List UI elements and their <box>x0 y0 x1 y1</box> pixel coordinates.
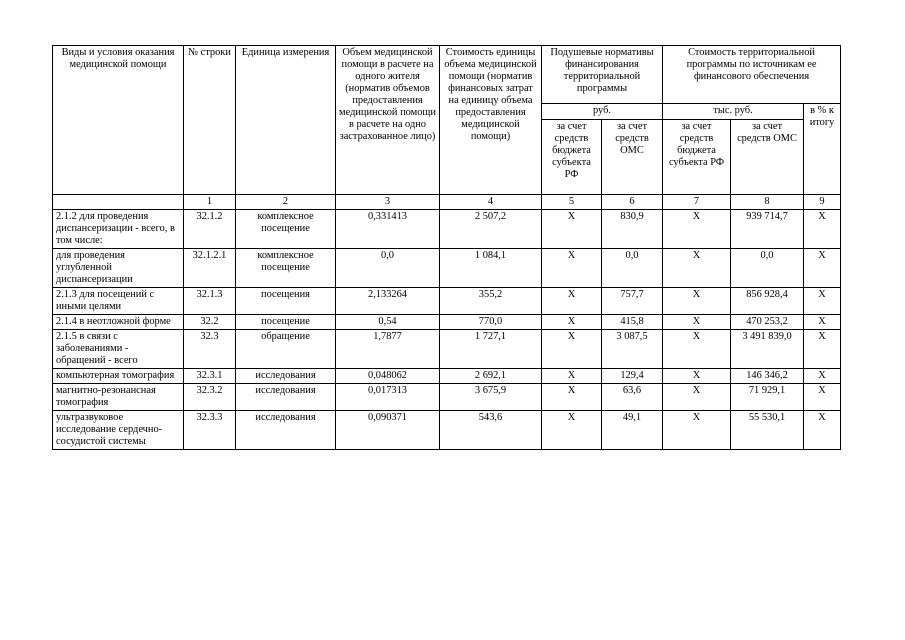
row-pc-oms: 129,4 <box>602 369 663 384</box>
header-percent: в % к итогу <box>804 104 841 195</box>
row-unit: посещение <box>236 315 336 330</box>
col-number: 6 <box>602 195 663 210</box>
row-line-number: 32.1.2 <box>184 210 236 249</box>
table-row <box>53 210 841 249</box>
row-percent: X <box>804 369 841 384</box>
header-types: Виды и условия оказания медицинской помощи <box>53 46 184 195</box>
row-pc-budget: X <box>542 384 602 411</box>
row-pc-budget: X <box>542 288 602 315</box>
row-line-number: 32.3.2 <box>184 384 236 411</box>
row-line-number: 32.1.2.1 <box>184 249 236 288</box>
header-pc-budget: за счет средств бюджета субъекта РФ <box>542 120 602 195</box>
col-number: 2 <box>236 195 336 210</box>
col-number: 3 <box>336 195 440 210</box>
row-percent: X <box>804 249 841 288</box>
col-number: 4 <box>440 195 542 210</box>
row-unit-cost: 2 507,2 <box>440 210 542 249</box>
header-program-cost: Стоимость территориальной программы по источникам ее финансового обеспечения <box>663 46 841 104</box>
table-row <box>53 369 841 384</box>
row-pc-oms: 63,6 <box>602 384 663 411</box>
row-pc-oms: 0,0 <box>602 249 663 288</box>
col-number: 9 <box>804 195 841 210</box>
row-line-number: 32.3 <box>184 330 236 369</box>
row-unit-cost: 1 727,1 <box>440 330 542 369</box>
header-unit-cost: Стоимость единицы объема медицинской помощи (норматив финансовых затрат на единицу объема предоставления медицинской помощи) <box>440 46 542 195</box>
row-percent: X <box>804 315 841 330</box>
row-name: 2.1.2 для проведения диспансеризации - всего, в том числе: <box>53 210 184 249</box>
row-tc-budget: X <box>663 411 731 450</box>
row-name: ультразвуковое исследование сердечно-сосудистой системы <box>53 411 184 450</box>
row-tc-budget: X <box>663 249 731 288</box>
row-unit: исследования <box>236 369 336 384</box>
row-unit-cost: 770,0 <box>440 315 542 330</box>
financing-table <box>52 45 841 450</box>
col-number: 5 <box>542 195 602 210</box>
row-unit-cost: 3 675,9 <box>440 384 542 411</box>
header-volume: Объем медицинской помощи в расчете на одного жителя (норматив объемов предоставления медицинской помощи в расчете на одно застрахованное лицо) <box>336 46 440 195</box>
column-numbers-row <box>53 195 841 210</box>
row-pc-oms: 415,8 <box>602 315 663 330</box>
row-unit: исследования <box>236 411 336 450</box>
table-row <box>53 384 841 411</box>
row-volume: 2,133264 <box>336 288 440 315</box>
table-row <box>53 249 841 288</box>
table-row <box>53 315 841 330</box>
row-tc-budget: X <box>663 315 731 330</box>
row-tc-oms: 71 929,1 <box>731 384 804 411</box>
row-pc-budget: X <box>542 249 602 288</box>
row-tc-budget: X <box>663 288 731 315</box>
row-pc-budget: X <box>542 330 602 369</box>
row-percent: X <box>804 210 841 249</box>
row-unit-cost: 543,6 <box>440 411 542 450</box>
row-name: для проведения углубленной диспансеризации <box>53 249 184 288</box>
header-per-capita: Подушевые нормативы финансирования территориальной программы <box>542 46 663 104</box>
row-pc-budget: X <box>542 315 602 330</box>
row-pc-budget: X <box>542 411 602 450</box>
row-pc-oms: 757,7 <box>602 288 663 315</box>
row-tc-oms: 0,0 <box>731 249 804 288</box>
row-tc-oms: 55 530,1 <box>731 411 804 450</box>
row-line-number: 32.1.3 <box>184 288 236 315</box>
row-line-number: 32.3.3 <box>184 411 236 450</box>
row-volume: 0,54 <box>336 315 440 330</box>
row-unit: обращение <box>236 330 336 369</box>
row-name: компьютерная томография <box>53 369 184 384</box>
row-name: 2.1.4 в неотложной форме <box>53 315 184 330</box>
row-name: магнитно-резонансная томография <box>53 384 184 411</box>
row-tc-oms: 3 491 839,0 <box>731 330 804 369</box>
table-row <box>53 288 841 315</box>
header-tc-oms: за счет средств ОМС <box>731 120 804 195</box>
row-name: 2.1.5 в связи с заболеваниями - обращений - всего <box>53 330 184 369</box>
row-percent: X <box>804 384 841 411</box>
row-line-number: 32.3.1 <box>184 369 236 384</box>
header-rub: руб. <box>542 104 663 120</box>
row-percent: X <box>804 288 841 315</box>
row-percent: X <box>804 411 841 450</box>
row-unit-cost: 2 692,1 <box>440 369 542 384</box>
col-number: 8 <box>731 195 804 210</box>
row-volume: 0,0 <box>336 249 440 288</box>
header-row-number: № строки <box>184 46 236 195</box>
row-pc-budget: X <box>542 369 602 384</box>
row-pc-oms: 3 087,5 <box>602 330 663 369</box>
row-tc-oms: 470 253,2 <box>731 315 804 330</box>
table-row <box>53 411 841 450</box>
header-thous-rub: тыс. руб. <box>663 104 804 120</box>
row-volume: 0,048062 <box>336 369 440 384</box>
row-unit: исследования <box>236 384 336 411</box>
row-unit: комплексное посещение <box>236 249 336 288</box>
row-volume: 0,090371 <box>336 411 440 450</box>
row-unit: комплексное посещение <box>236 210 336 249</box>
row-tc-oms: 856 928,4 <box>731 288 804 315</box>
header-row-1 <box>53 46 841 104</box>
row-pc-oms: 830,9 <box>602 210 663 249</box>
table-row <box>53 330 841 369</box>
row-tc-budget: X <box>663 369 731 384</box>
row-tc-budget: X <box>663 210 731 249</box>
col-number: 1 <box>184 195 236 210</box>
row-percent: X <box>804 330 841 369</box>
row-volume: 0,017313 <box>336 384 440 411</box>
row-unit-cost: 1 084,1 <box>440 249 542 288</box>
row-tc-budget: X <box>663 330 731 369</box>
row-tc-budget: X <box>663 384 731 411</box>
row-volume: 1,7877 <box>336 330 440 369</box>
header-unit: Единица измерения <box>236 46 336 195</box>
row-tc-oms: 939 714,7 <box>731 210 804 249</box>
row-name: 2.1.3 для посещений с иными целями <box>53 288 184 315</box>
row-unit-cost: 355,2 <box>440 288 542 315</box>
row-tc-oms: 146 346,2 <box>731 369 804 384</box>
header-pc-oms: за счет средств ОМС <box>602 120 663 195</box>
row-volume: 0,331413 <box>336 210 440 249</box>
row-unit: посещения <box>236 288 336 315</box>
header-tc-budget: за счет средств бюджета субъекта РФ <box>663 120 731 195</box>
row-line-number: 32.2 <box>184 315 236 330</box>
row-pc-oms: 49,1 <box>602 411 663 450</box>
col-number: 7 <box>663 195 731 210</box>
row-pc-budget: X <box>542 210 602 249</box>
